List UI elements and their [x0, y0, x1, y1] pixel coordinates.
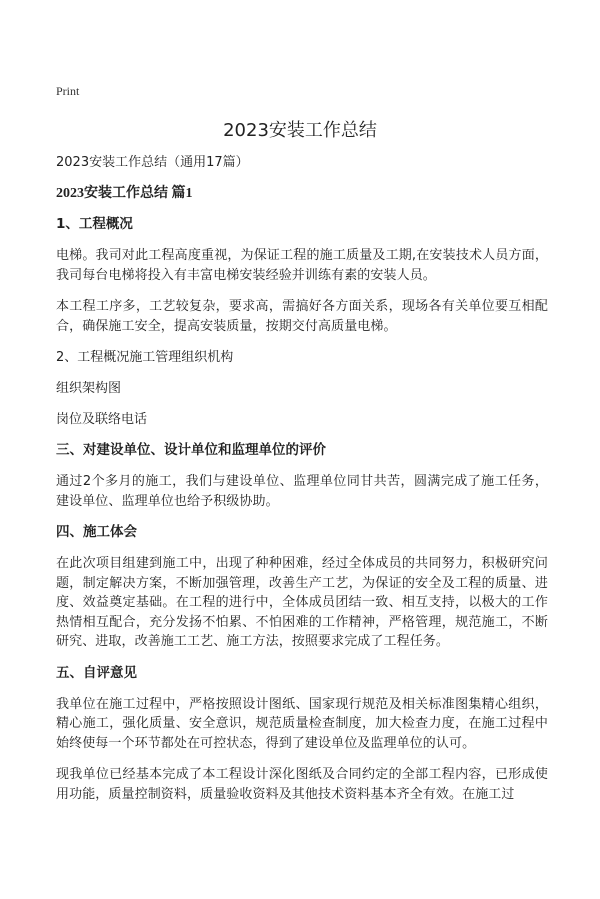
section-heading: 三、对建设单位、设计单位和监理单位的评价: [56, 442, 326, 458]
chapter-title: 2023安装工作总结 篇1: [56, 186, 193, 201]
section-heading: 四、施工体会: [56, 524, 137, 540]
paragraph: 通过2个多月的施工，我们与建设单位、监理单位同甘共苦，圆满完成了施工任务，建设单位、监理单位也给予积级协助。: [56, 474, 548, 509]
paragraph: 现我单位已经基本完成了本工程设计深化图纸及合同约定的全部工程内容，已形成使用功能，质量控制资料，质量验收资料及其他技术资料基本齐全有效。在施工过: [56, 767, 548, 802]
section-heading: 1、工程概况: [56, 216, 133, 232]
document-body: [56, 153, 548, 816]
section-heading-plain: 2、工程概况施工管理组织机构: [56, 350, 234, 365]
document-subtitle: 2023安装工作总结（通用17篇）: [56, 155, 249, 170]
paragraph: 在此次项目组建到施工中，出现了种种困难，经过全体成员的共同努力，积极研究问题，制定解决方案，不断加强管理，改善生产工艺，为保证的安全及工程的质量、进度、效益奠定基础。在工程的进行中，全体成员团结一致、相互支持，以极大的工作热情相互配合，充分发扬不怕累、不怕困难的工作精神，严格管理，规范施工，不断研究、进取，改善施工工艺、施工方法，按照要求完成了工程任务。: [56, 556, 548, 649]
document-title: 2023安装工作总结: [223, 120, 377, 141]
paragraph: 本工程工序多，工艺较复杂，要求高，需搞好各方面关系，现场各有关单位要互相配合，确保施工安全，提高安装质量，按期交付高质量电梯。: [56, 299, 548, 334]
section-heading: 五、自评意见: [56, 664, 137, 681]
print-label: Print: [56, 84, 80, 98]
list-item: 组织架构图: [56, 381, 122, 396]
paragraph: 电梯。我司对此工程高度重视，为保证工程的施工质量及工期,在安装技术人员方面，我司每台电梯将投入有丰富电梯安装经验并训练有素的安装人员。: [56, 248, 548, 283]
list-item: 岗位及联络电话: [56, 412, 148, 427]
paragraph: 我单位在施工过程中，严格按照设计图纸、国家现行规范及相关标准图集精心组织，精心施工，强化质量、安全意识，规范质量检查制度，加大检查力度，在施工过程中始终使每一个环节都处在可控状态，得到了建设单位及监理单位的认可。: [56, 696, 548, 751]
